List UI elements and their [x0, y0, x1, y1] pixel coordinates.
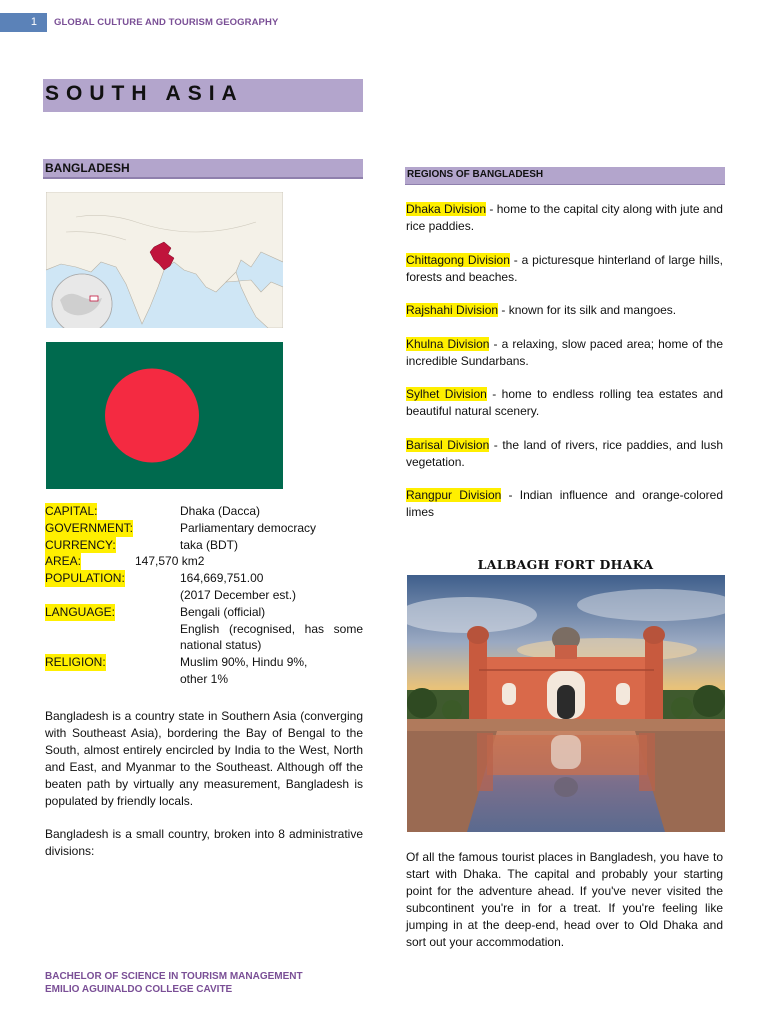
region-description: - Indian influence and orange-colored limes [406, 488, 723, 519]
region-description: - home to endless rolling tea estates and beautiful natural scenery. [406, 387, 723, 418]
fact-value: Parliamentary democracy [180, 520, 317, 535]
region-description: - a picturesque hinterland of large hills, forests and beaches. [406, 252, 724, 284]
fact-row [45, 520, 363, 537]
region-description: - a relaxing, slow paced area; home of the incredible Sundarbans. [406, 336, 723, 368]
fact-row [45, 570, 363, 587]
banner-title: SOUTH ASIA [45, 82, 244, 105]
footer [45, 970, 303, 996]
regions-list [406, 201, 723, 538]
region-name: Rangpur Division [406, 488, 502, 502]
region-description: - home to the capital city along with jute and rice paddies. [406, 202, 723, 233]
section-heading-regions: REGIONS OF BANGLADESH [405, 167, 725, 185]
region-description: - known for its silk and mangoes. [498, 303, 677, 317]
region-name: Khulna Division [406, 336, 490, 351]
fact-label: GOVERNMENT: [45, 520, 134, 535]
fact-label: LANGUAGE: [45, 604, 116, 619]
locator-map [46, 192, 283, 328]
region-item [406, 201, 723, 235]
fact-row [45, 621, 363, 655]
fact-value: Dhaka (Dacca) [180, 504, 261, 518]
fact-value: other 1% [180, 671, 229, 686]
fact-label: CURRENCY: [45, 537, 116, 552]
fact-label: CAPITAL: [45, 504, 98, 518]
fact-value: English (recognised, has some national status) [180, 621, 363, 653]
fact-row [45, 553, 363, 570]
fact-label: AREA: [45, 554, 82, 569]
region-item [406, 487, 723, 521]
region-banner [43, 79, 363, 112]
region-item [406, 252, 723, 286]
fact-value: 147,570 km2 [135, 554, 205, 569]
fact-row [45, 654, 363, 671]
footer-college: EMILIO AGUINALDO COLLEGE CAVITE [45, 984, 233, 995]
course-title: GLOBAL CULTURE AND TOURISM GEOGRAPHY [54, 17, 279, 28]
region-description: - the land of rivers, rice paddies, and lush vegetation. [406, 437, 723, 469]
region-item [406, 386, 723, 420]
fact-row [45, 537, 363, 554]
region-item [406, 302, 723, 319]
region-name: Rajshahi Division [406, 303, 499, 317]
fact-value: (2017 December est.) [180, 587, 297, 602]
region-name: Dhaka Division [406, 202, 487, 216]
fact-label: RELIGION: [45, 655, 106, 670]
fact-value: taka (BDT) [180, 537, 239, 552]
region-name: Chittagong Division [406, 252, 510, 267]
fact-value: 164,669,751.00 [180, 571, 264, 586]
page-number: 1 [0, 13, 47, 32]
region-name: Barisal Division [406, 437, 490, 452]
fact-value: Muslim 90%, Hindu 9%, [180, 655, 308, 670]
fact-row [45, 587, 363, 604]
region-item [406, 336, 723, 370]
fact-value: Bengali (official) [180, 604, 266, 619]
region-item [406, 437, 723, 471]
lalbagh-fort-photo [407, 575, 725, 832]
photo-title: LALBAGH FORT DHAKA [477, 557, 654, 572]
fact-row [45, 671, 363, 688]
section-heading-bangladesh: BANGLADESH [43, 159, 363, 179]
fact-label: POPULATION: [45, 571, 125, 586]
footer-program: BACHELOR OF SCIENCE IN TOURISM MANAGEMENT [45, 971, 303, 982]
dhaka-paragraph: Of all the famous tourist places in Bangladesh, you have to start with Dhaka. The capital and probably your starting point for the adventure ahead. If you've never visited the subcontinent you're in for a treat. If you're feeling like jumping in at the deep-end, head over to Old Dhaka and sort out your accommodation. [406, 850, 723, 949]
fact-row [45, 503, 363, 520]
divisions-paragraph: Bangladesh is a small country, broken into 8 administrative divisions: [45, 827, 363, 858]
country-facts [45, 503, 363, 688]
intro-paragraph: Bangladesh is a country state in Southern Asia (converging with Southeast Asia), bordering the Bay of Bengal to the South, almost entirely encircled by India to the West, North and East, and Myanmar to the Southeast. Although off the beaten path by virtually any measurement, Bangladesh is populated by friendly locals. [45, 709, 363, 808]
fact-row [45, 604, 363, 621]
flag-of-bangladesh [46, 342, 283, 489]
region-name: Sylhet Division [406, 387, 487, 401]
